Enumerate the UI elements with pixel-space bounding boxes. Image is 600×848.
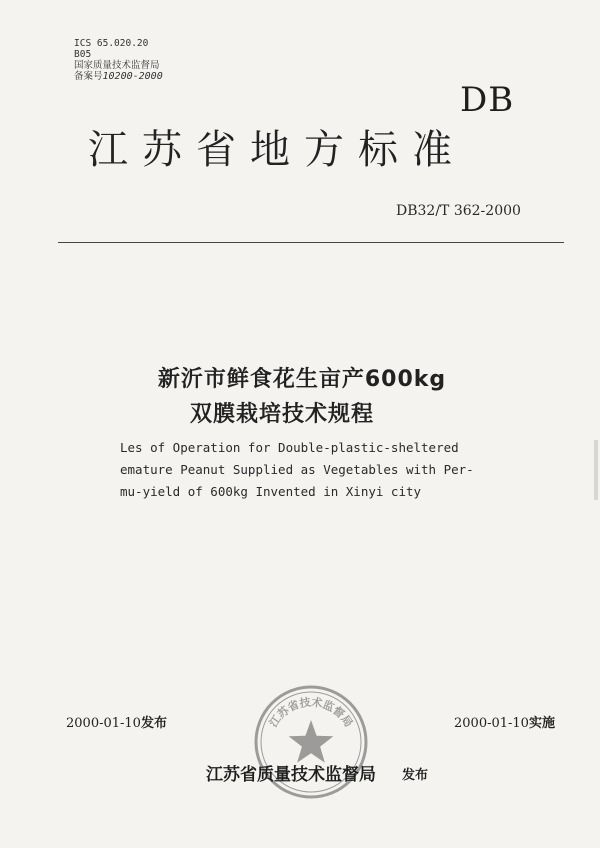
record-number-label: 备案号 <box>74 71 103 82</box>
issue-label: 发布 <box>402 768 429 783</box>
ccs-code: B05 <box>74 49 92 60</box>
chinese-title-line-2: 双膜栽培技术规程 <box>189 402 374 427</box>
english-title <box>120 437 474 503</box>
db-mark: DB <box>460 80 515 120</box>
english-title-line-2: emature Peanut Supplied as Vegetables with Per- <box>120 462 474 477</box>
authority-label: 国家质量技术监督局 <box>74 60 160 71</box>
implementation-label: 实施 <box>528 716 555 731</box>
standard-type-title: 江苏省地方标准 <box>88 127 466 173</box>
publish-label: 发布 <box>140 716 167 731</box>
implementation-date <box>454 712 555 731</box>
ics-code: ICS 65.020.20 <box>74 38 149 49</box>
publish-date <box>66 712 167 731</box>
issuing-authority: 江苏省质量技术监督局 <box>206 765 376 785</box>
implementation-date-value: 2000-01-10 <box>454 716 529 731</box>
chinese-title-line-1: 新沂市鲜食花生亩产600kg <box>157 367 447 392</box>
star-icon <box>289 720 334 763</box>
english-title-line-3: mu-yield of 600kg Invented in Xinyi city <box>120 484 422 499</box>
publish-date-value: 2000-01-10 <box>66 716 141 731</box>
record-number-value: 10200-2000 <box>102 71 163 82</box>
english-title-line-1: Les of Operation for Double-plastic-sheltered <box>120 440 459 455</box>
header-divider <box>58 242 564 243</box>
standard-number: DB32/T 362-2000 <box>396 203 521 219</box>
seal-text-path: 江苏省技术监督局 <box>266 695 356 730</box>
classification-block <box>74 38 163 82</box>
record-number-row <box>74 71 163 82</box>
scan-edge-mark <box>594 440 598 500</box>
